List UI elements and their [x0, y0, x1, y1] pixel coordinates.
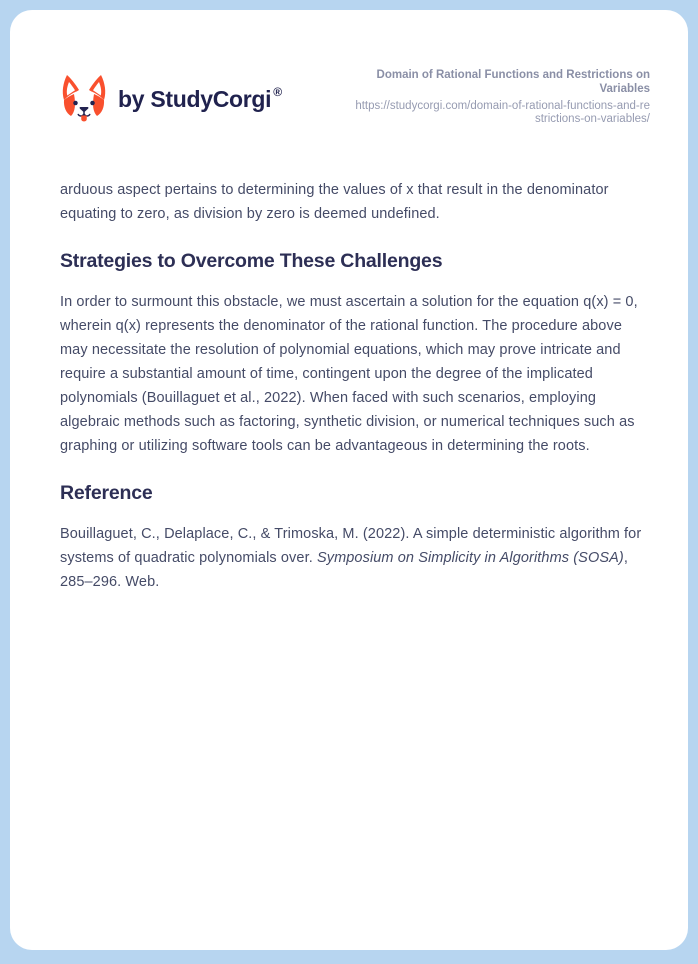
- document-card: [10, 10, 688, 950]
- reference-entry: [60, 522, 652, 594]
- document-meta: [350, 64, 650, 126]
- reference-journal-title: Symposium on Simplicity in Algorithms (SOSA): [316, 550, 624, 566]
- reference-text-end: , 285–296. Web.: [60, 550, 628, 590]
- strategies-heading: Strategies to Overcome These Challenges: [60, 250, 443, 272]
- registered-trademark-symbol: ®: [273, 84, 282, 99]
- document-url-link[interactable]: https://studycorgi.com/domain-of-rational-functions-and-restrictions-on-variables/: [355, 100, 650, 125]
- studycorgi-brand: [60, 64, 280, 124]
- strategies-paragraph: In order to surmount this obstacle, we must ascertain a solution for the equation q(x) = 0, wherein q(x) represents the denominator of the rational function. The procedure above may necessitate the resolution of polynomial equations, which may prove intricate and require a substantial amount of time, contingent upon the degree of the implicated polynomials (Bouillaguet et al., 2022). When faced with such scenarios, employing algebraic methods such as factoring, synthetic division, or numerical techniques such as graphing or utilizing software tools can be advantageous in determining the roots.: [60, 294, 638, 454]
- brand-wordmark: [118, 86, 280, 113]
- reference-heading: Reference: [60, 482, 153, 504]
- document-title: Domain of Rational Functions and Restrictions on Variables: [376, 69, 650, 95]
- article-body: [60, 178, 652, 594]
- brand-label: by StudyCorgi: [118, 85, 272, 112]
- intro-paragraph: arduous aspect pertains to determining the values of x that result in the denominator equating to zero, as division by zero is deemed undefined.: [60, 182, 609, 222]
- corgi-logo-icon: [60, 74, 108, 124]
- document-header: [60, 64, 650, 126]
- reference-text-start: Bouillaguet, C., Delaplace, C., & Trimoska, M. (2022). A simple deterministic algorithm for systems of quadratic polynomials over.: [60, 526, 642, 566]
